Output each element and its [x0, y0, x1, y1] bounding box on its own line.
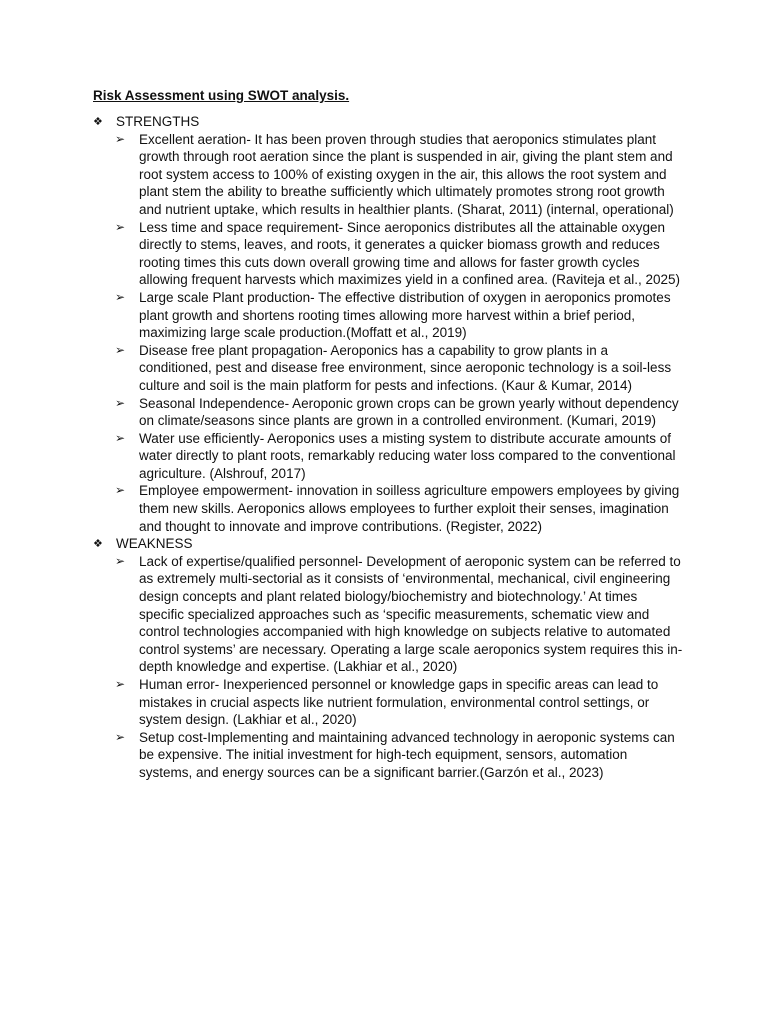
list-item: [93, 430, 683, 483]
arrowhead-bullet-icon: ➢: [115, 395, 126, 410]
list-item: [93, 131, 683, 219]
bullet-list: [93, 131, 683, 536]
section-heading: WEAKNESS: [116, 536, 193, 552]
item-text: Less time and space requirement- Since aeroponics distributes all the attainable oxygen directly to stems, leaves, and roots, it generates a quicker biomass growth and reduces rooting times this cuts down overall growing time and allows for faster growth cycles allowing frequent harvests which maximizes yield in a confined area. (Raviteja et al., 2025): [139, 219, 681, 288]
arrowhead-bullet-icon: ➢: [115, 483, 126, 498]
document-title: Risk Assessment using SWOT analysis.: [93, 88, 350, 103]
item-text: Large scale Plant production- The effective distribution of oxygen in aeroponics promotes plant growth and shortens rooting times allowing more harvest within a brief period, maximizing large scale production.(Moffatt et al., 2019): [139, 289, 671, 341]
four-petal-diamond-icon: ❖: [93, 115, 103, 128]
list-item: [93, 676, 683, 729]
item-text: Water use efficiently- Aeroponics uses a misting system to distribute accurate amounts of water directly to plant roots, remarkably reducing water loss compared to the conventional agriculture. (Alshrouf, 2017): [139, 430, 676, 481]
item-text: Lack of expertise/qualified personnel- Development of aeroponic system can be referred to as extremely multi-sectorial as it consists of ‘environmental, mechanical, civil engineering design concepts and plant related biology/biochemistry and biotechnology.’ At times specific specialized approaches such as ‘specific measurements, schematic view and control technologies accompanied with high knowledge on subjects relative to automated control systems’ are necessary. Operating a large scale aeroponics system requires this in-depth knowledge and expertise. (Lakhiar et al., 2020): [139, 553, 683, 675]
item-text: Setup cost-Implementing and maintaining advanced technology in aeroponic systems can be expensive. The initial investment for high-tech equipment, sensors, automation systems, and energy sources can be a significant barrier.(Garzón et al., 2023): [139, 729, 675, 780]
arrowhead-bullet-icon: ➢: [115, 342, 126, 357]
four-petal-diamond-icon: ❖: [93, 537, 103, 551]
arrowhead-bullet-icon: ➢: [115, 289, 126, 304]
swot-content: [93, 113, 683, 782]
section-weakness: [93, 535, 683, 781]
list-item: [93, 729, 683, 782]
section-heading: STRENGTHS: [116, 114, 200, 129]
arrowhead-bullet-icon: ➢: [115, 219, 126, 234]
list-item: [93, 289, 683, 342]
arrowhead-bullet-icon: ➢: [115, 553, 126, 568]
arrowhead-bullet-icon: ➢: [115, 430, 126, 445]
item-text: Human error- Inexperienced personnel or knowledge gaps in specific areas can lead to mistakes in crucial aspects like nutrient formulation, environmental control settings, or system design. (Lakhiar et al., 2020): [139, 677, 659, 728]
list-item: [93, 219, 683, 289]
item-text: Seasonal Independence- Aeroponic grown crops can be grown yearly without dependency on climate/seasons since plants are grown in a controlled environment. (Kumari, 2019): [139, 395, 679, 429]
bullet-list: [93, 553, 683, 782]
item-text: Employee empowerment- innovation in soilless agriculture empowers employees by giving them new skills. Aeroponics allows employees to further exploit their senses, imagination and thought to innovate and improve contributions. (Register, 2022): [139, 483, 680, 534]
list-item: [93, 395, 683, 430]
section-strengths: [93, 113, 683, 535]
list-item: [93, 553, 683, 676]
list-item: [93, 482, 683, 535]
arrowhead-bullet-icon: ➢: [115, 677, 126, 691]
item-text: Excellent aeration- It has been proven through studies that aeroponics stimulates plant growth through root aeration since the plant is suspended in air, giving the plant stem and root system access to 100% of existing oxygen in the air, this allows the root system and plant stem the ability to breathe sufficiently which ultimately promotes strong root growth and nutrient uptake, which results in healthier plants. (Sharat, 2011) (internal, operational): [139, 131, 674, 217]
item-text: Disease free plant propagation- Aeroponics has a capability to grow plants in a conditioned, pest and disease free environment, since aeroponic technology is a soil-less culture and soil is the main platform for pests and infections. (Kaur & Kumar, 2014): [139, 342, 672, 393]
list-item: [93, 342, 683, 395]
arrowhead-bullet-icon: ➢: [115, 729, 126, 744]
arrowhead-bullet-icon: ➢: [115, 131, 126, 146]
